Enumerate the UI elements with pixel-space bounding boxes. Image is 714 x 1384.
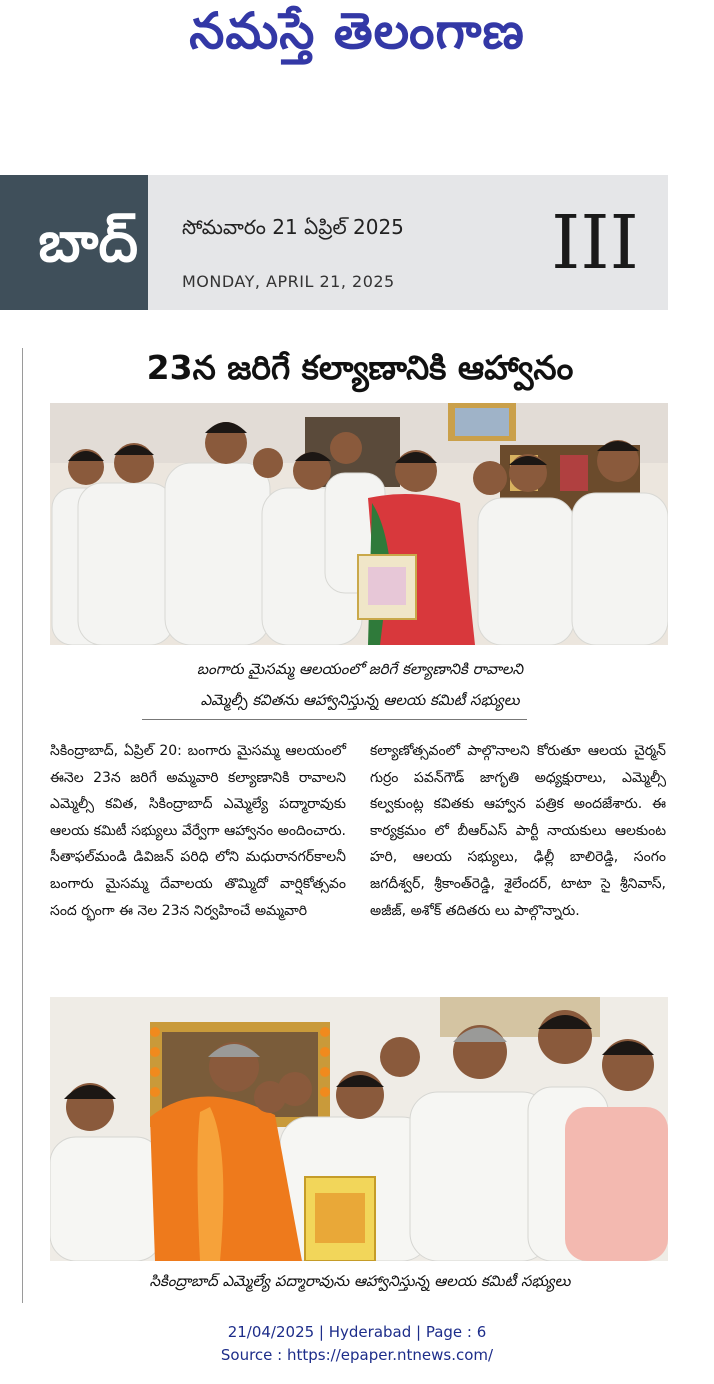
date-telugu: సోమవారం 21 ఏప్రిల్ 2025 [182,215,404,239]
page-header-band [0,175,668,310]
caption-divider [142,719,527,720]
photo-padmarao-invitation [50,997,668,1261]
footer-date-page: 21/04/2025 | Hyderabad | Page : 6 [227,1323,487,1341]
article-body-column-1: సికింద్రాబాద్, ఏప్రిల్ 20: బంగారు మైసమ్మ ఆలయంలో ఈనెల 23న జరిగే అమ్మవారి కల్యాణానికి రావాలని ఎమ్మెల్సీ కవిత, సికింద్రాబాద్ ఎమ్మెల్యే పద్మారావుకు ఆలయ కమిటీ సభ్యులు వేర్వేగా ఆహ్వానం అందించారు. సీతాఫల్‌మండి డివిజన్ పరిధి లోని మధురానగర్‌కాలనీ బంగారు మైసమ్మ దేవాలయ తొమ్మిదో వార్షికోత్సవం సంద ర్భంగా ఈ నెల 23న నిర్వహించే అమ్మవారి [50,743,346,919]
photo-caption-bottom: సికింద్రాబాద్ ఎమ్మెల్యే పద్మారావును ఆహ్వానిస్తున్న ఆలయ కమిటీ సభ్యులు [149,1272,571,1290]
date-english: MONDAY, APRIL 21, 2025 [182,272,395,291]
article-headline: 23న జరిగే కల్యాణానికి ఆహ్వానం [146,348,574,387]
group-photo-illustration [50,403,668,645]
article-body-column-2: కల్యాణోత్సవంలో పాల్గొనాలని కోరుతూ ఆలయ చైర్మన్ గుర్రం పవన్‌గౌడ్ జాగృతి అధ్యక్షురాలు, ఎమ్మెల్సీ కల్వకుంట్ల కవితకు ఆహ్వాన పత్రిక అందజేశారు. ఈ కార్యక్రమం లో బీఆర్‌ఎస్ పార్టీ నాయకులు ఆలకుంట హరి, ఆలయ సభ్యులు, ఢిల్లీ బాలిరెడ్డి, సంగం జగదీశ్వర్, శ్రీకాంత్‌రెడ్డి, శైలేందర్, టాటా సై శ్రీనివాస్, అజీజ్, అశోక్ తదితరు లు పాల్గొన్నారు. [370,743,666,919]
group-photo-illustration-2 [50,997,668,1261]
newspaper-logo: నమస్తే తెలంగాణ [189,2,525,60]
footer-source-link[interactable]: Source : https://epaper.ntnews.com/ [220,1346,494,1364]
city-edition-label: బాద్ [0,175,148,310]
column-rule [22,348,23,1303]
photo-kavitha-invitation [50,403,668,645]
masthead [0,0,714,80]
photo-caption-top: బంగారు మైసమ్మ ఆలయంలో జరిగే కల్యాణానికి రావాలని ఎమ్మెల్సీ కవితను ఆహ్వానిస్తున్న ఆలయ కమిటీ సభ్యులు [196,660,524,709]
page-number-roman: III [551,200,639,286]
